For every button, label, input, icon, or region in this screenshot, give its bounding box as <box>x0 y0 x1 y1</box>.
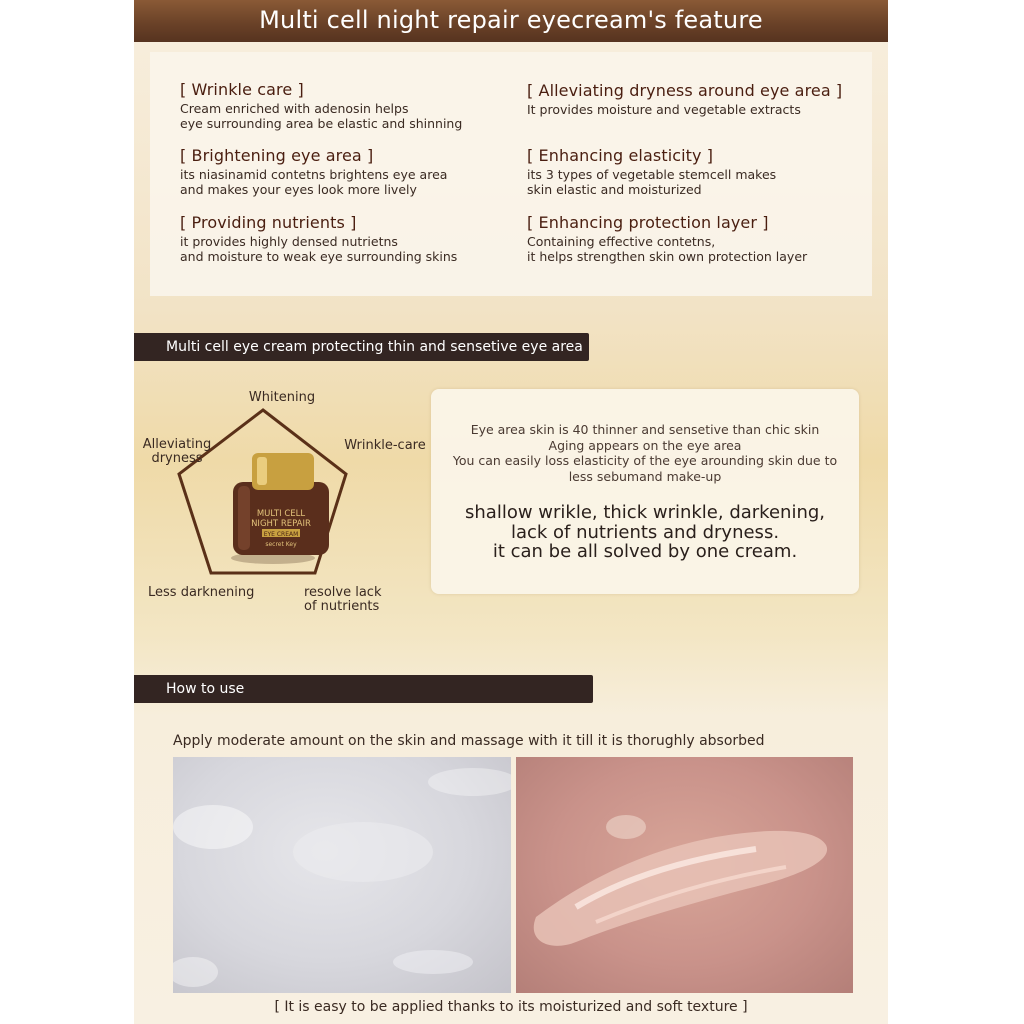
label-resolve-nutrients: resolve lack of nutrients <box>304 585 382 614</box>
feature-desc: it provides highly densed nutrietns and moisture to weak eye surrounding skins <box>180 234 458 264</box>
section-bar-how-to-use <box>134 675 593 703</box>
section-title: How to use <box>166 681 245 697</box>
feature-desc: Containing effective contetns, it helps strengthen skin own protection layer <box>527 234 808 264</box>
feature-elasticity <box>527 146 867 197</box>
section-bar-protection <box>134 333 589 361</box>
feature-protection-layer <box>527 213 867 264</box>
feature-title: [ Brightening eye area ] <box>180 146 374 165</box>
feature-title: [ Enhancing elasticity ] <box>527 146 714 165</box>
label-alleviating-dryness: Alleviating dryness <box>142 437 212 466</box>
page-title: Multi cell night repair eyecream's feature <box>259 6 763 34</box>
jar-text-line1: MULTI CELL <box>256 509 306 519</box>
feature-desc: Cream enriched with adenosin helps eye surrounding area be elastic and shinning <box>180 101 463 131</box>
jar-text-line3: EYE CREAM <box>263 531 299 538</box>
how-to-use-text: Apply moderate amount on the skin and massage with it till it is thorughly absorbed <box>173 733 765 749</box>
page-header-banner <box>134 0 888 42</box>
feature-desc: its niasinamid contetns brightens eye area and makes your eyes look more lively <box>180 167 448 197</box>
jar-lid-highlight <box>257 457 267 485</box>
feature-title: [ Alleviating dryness around eye area ] <box>527 81 843 100</box>
features-panel <box>150 52 872 296</box>
feature-title: [ Wrinkle care ] <box>180 80 304 99</box>
skin-application-art <box>516 757 853 993</box>
feature-desc: its 3 types of vegetable stemcell makes skin elastic and moisturized <box>527 167 777 197</box>
section-title: Multi cell eye cream protecting thin and sensetive eye area <box>166 339 583 355</box>
feature-brightening <box>180 146 520 197</box>
info-box <box>431 389 859 594</box>
feature-title: [ Providing nutrients ] <box>180 213 357 232</box>
label-wrinkle-care: Wrinkle-care <box>344 438 426 453</box>
product-detail-page <box>134 0 888 1024</box>
feature-nutrients <box>180 213 520 264</box>
feature-wrinkle-care <box>180 80 520 131</box>
texture-caption: [ It is easy to be applied thanks to its moisturized and soft texture ] <box>274 999 748 1015</box>
jar-brand: secret Key <box>265 541 297 548</box>
jar-text-line2: NIGHT REPAIR <box>251 519 311 529</box>
benefits-diagram <box>134 380 434 630</box>
label-less-darknening: Less darknening <box>148 585 255 600</box>
skin-application-photo <box>516 757 853 993</box>
cream-texture-photo <box>173 757 511 993</box>
info-description: Eye area skin is 40 thinner and sensetive than chic skin Aging appears on the eye area You can easily loss elasticity of the eye arounding skin due to less sebumand make-up <box>452 422 838 484</box>
feature-title: [ Enhancing protection layer ] <box>527 213 769 232</box>
feature-alleviating-dryness <box>527 81 872 118</box>
feature-desc: It provides moisture and vegetable extracts <box>527 102 801 117</box>
jar-highlight <box>238 486 250 550</box>
cream-texture-art <box>173 757 511 993</box>
label-whitening: Whitening <box>248 390 316 405</box>
cream-jar-illustration <box>231 453 329 564</box>
info-highlight: shallow wrikle, thick wrinkle, darkening, lack of nutrients and dryness. it can be all solved by one cream. <box>465 502 825 562</box>
